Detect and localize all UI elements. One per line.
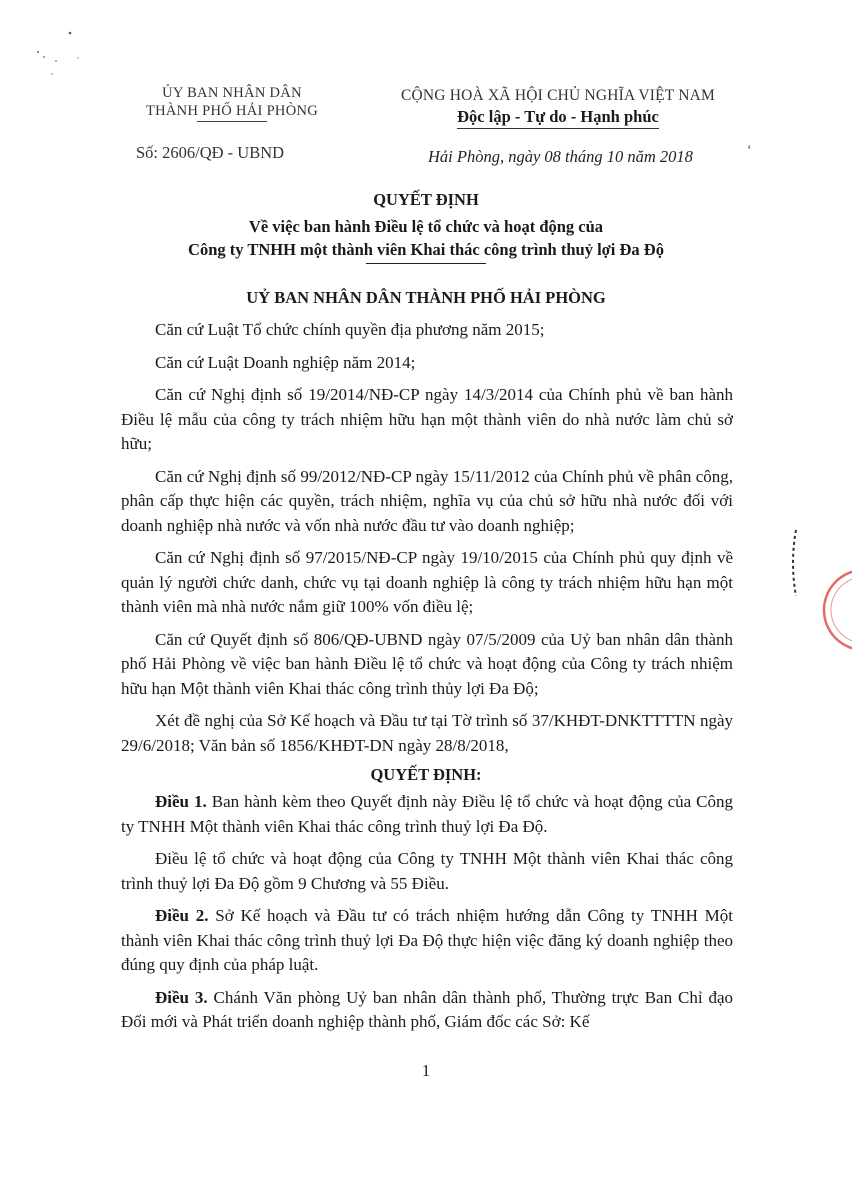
article-text: Điều lệ tổ chức và hoạt động của Công ty TNHH Một thành viên Khai thác công trình thuỷ lợi Đa Độ gồm 9 Chương và 55 Điều. xyxy=(121,849,733,893)
subject-underline xyxy=(366,263,486,264)
proposal-paragraph: Xét đề nghị của Sở Kế hoạch và Đầu tư tại Tờ trình số 37/KHĐT-DNKTTTTN ngày 29/6/2018; Văn bản số 1856/KHĐT-DN ngày 28/8/2018, xyxy=(121,711,733,755)
national-motto: Độc lập - Tự do - Hạnh phúc xyxy=(457,107,659,129)
article-1 xyxy=(121,790,733,839)
country-name: CỘNG HOÀ XÃ HỘI CHỦ NGHĨA VIỆT NAM xyxy=(400,87,716,104)
issue-date: Hải Phòng, ngày 08 tháng 10 năm 2018 xyxy=(428,147,693,166)
binding-marks xyxy=(786,528,806,598)
article-2 xyxy=(121,904,733,978)
article-text: Sở Kế hoạch và Đầu tư có trách nhiệm hướng dẫn Công ty TNHH Một thành viên Khai thác công trình thuỷ lợi Đa Độ thực hiện việc đăng ký doanh nghiệp theo đúng quy định của pháp luật. xyxy=(121,906,734,974)
basis-paragraph: Căn cứ Quyết định số 806/QĐ-UBND ngày 07/5/2009 của Uỷ ban nhân dân thành phố Hải Phòng về việc ban hành Điều lệ tổ chức và hoạt động của Công ty trách nhiệm hữu hạn Một thành viên Khai thác công trình thủy lợi Đa Độ; xyxy=(121,629,733,698)
basis-paragraph: Căn cứ Nghị định số 19/2014/NĐ-CP ngày 14/3/2014 của Chính phủ về ban hành Điều lệ mẫu của công ty trách nhiệm hữu hạn một thành viên do nhà nước làm chủ sở hữu; xyxy=(121,385,733,453)
article-label: Điều 3. xyxy=(155,987,208,1007)
basis-paragraph: Căn cứ Nghị định số 97/2015/NĐ-CP ngày 19/10/2015 của Chính phủ quy định về quản lý người chức danh, chức vụ tại doanh nghiệp là công ty trách nhiệm hữu hạn một thành viên mà nhà nước nắm giữ 100% vốn điều lệ; xyxy=(121,548,733,616)
issuer-block xyxy=(132,84,332,163)
authority-heading: UỶ BAN NHÂN DÂN THÀNH PHỐ HẢI PHÒNG xyxy=(246,288,606,307)
document-body xyxy=(121,318,733,1035)
subject-line-2 xyxy=(0,240,852,260)
scan-specks xyxy=(30,30,90,80)
article-label: Điều 1. xyxy=(155,792,207,811)
article-text: Chánh Văn phòng Uỷ ban nhân dân thành phố, Thường trực Ban Chỉ đạo Đổi mới và Phát triển doanh nghiệp thành phố, Giám đốc các Sở: Kế xyxy=(121,987,734,1031)
subject-line-1: Về việc ban hành Điều lệ tổ chức và hoạt động của xyxy=(248,217,604,236)
article-1-detail xyxy=(121,847,733,896)
tick-mark: ‘ xyxy=(747,143,752,158)
basis-paragraph: Căn cứ Luật Tổ chức chính quyền địa phương năm 2015; xyxy=(155,320,545,339)
article-3 xyxy=(121,986,733,1035)
seal-stamp-icon xyxy=(806,565,852,655)
article-text: Ban hành kèm theo Quyết định này Điều lệ tổ chức và hoạt động của Công ty TNHH Một thành viên Khai thác công trình thuỷ lợi Đa Độ. xyxy=(121,792,733,836)
subject-line-2-text: Công ty TNHH một thành viên Khai thác công trình thuỷ lợi Đa Độ xyxy=(188,240,664,259)
national-motto-block xyxy=(378,86,738,129)
article-label: Điều 2. xyxy=(155,906,209,925)
document-number: Số: 2606/QĐ - UBND xyxy=(136,143,285,162)
basis-paragraph: Căn cứ Nghị định số 99/2012/NĐ-CP ngày 15/11/2012 của Chính phủ về phân công, phân cấp thực hiện các quyền, trách nhiệm, nghĩa vụ của chủ sở hữu nhà nước đối với doanh nghiệp nhà nước và vốn nhà nước đầu tư vào doanh nghiệp; xyxy=(121,466,733,535)
issuer-line2: THÀNH PHỐ HẢI PHÒNG xyxy=(145,103,319,119)
basis-paragraph: Căn cứ Luật Doanh nghiệp năm 2014; xyxy=(155,352,416,372)
page-number: 1 xyxy=(421,1061,431,1080)
decision-title: QUYẾT ĐỊNH xyxy=(373,190,479,209)
issuer-underline xyxy=(197,121,267,122)
issuer-line1: ỦY BAN NHÂN DÂN xyxy=(162,85,302,101)
decision-heading: QUYẾT ĐỊNH: xyxy=(370,765,482,784)
